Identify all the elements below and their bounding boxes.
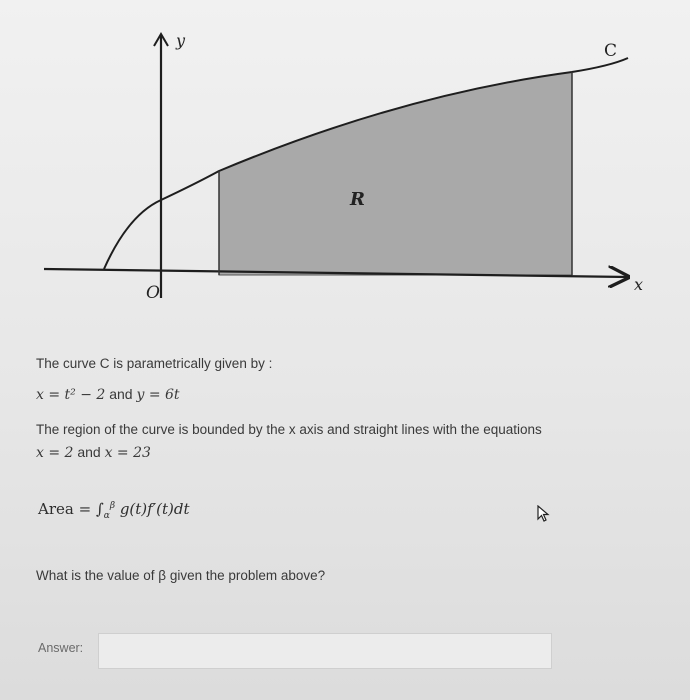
mouse-pointer-icon [536, 505, 552, 523]
and-text-2: and [73, 444, 105, 460]
y-axis-label: y [176, 31, 186, 50]
answer-label: Answer: [38, 641, 84, 655]
question-text: What is the value of β given the problem above? [36, 568, 326, 583]
region-r [219, 72, 572, 275]
problem-intro: The curve C is parametrically given by : [36, 356, 273, 371]
origin-label: O [146, 283, 160, 303]
integral-lower-limit: α [103, 511, 110, 521]
and-text-1: and [105, 386, 137, 402]
region-label: R [350, 189, 365, 210]
answer-input[interactable] [98, 633, 552, 669]
bound-description: The region of the curve is bounded by the x axis and straight lines with the equations [36, 422, 542, 437]
line-equation-2: x = 23 [104, 445, 151, 461]
integral-sign: ∫ [95, 500, 104, 518]
parametric-equations [36, 386, 180, 403]
y-equation: y = 6t [136, 387, 180, 403]
integrand: g(t)f′(t)dt [119, 500, 190, 518]
area-formula: Area = $\int_\alpha^\beta$ g(t)f′(t)dt [38, 500, 190, 521]
bound-equations [36, 444, 151, 461]
integral-upper-limit: β [109, 501, 116, 511]
graph-figure [0, 0, 690, 330]
curve-label: C [604, 41, 618, 61]
x-equation: x = t² − 2 [36, 387, 106, 403]
line-equation-1: x = 2 [36, 445, 74, 461]
x-axis-label: x [634, 275, 644, 294]
area-label: Area [38, 500, 74, 518]
